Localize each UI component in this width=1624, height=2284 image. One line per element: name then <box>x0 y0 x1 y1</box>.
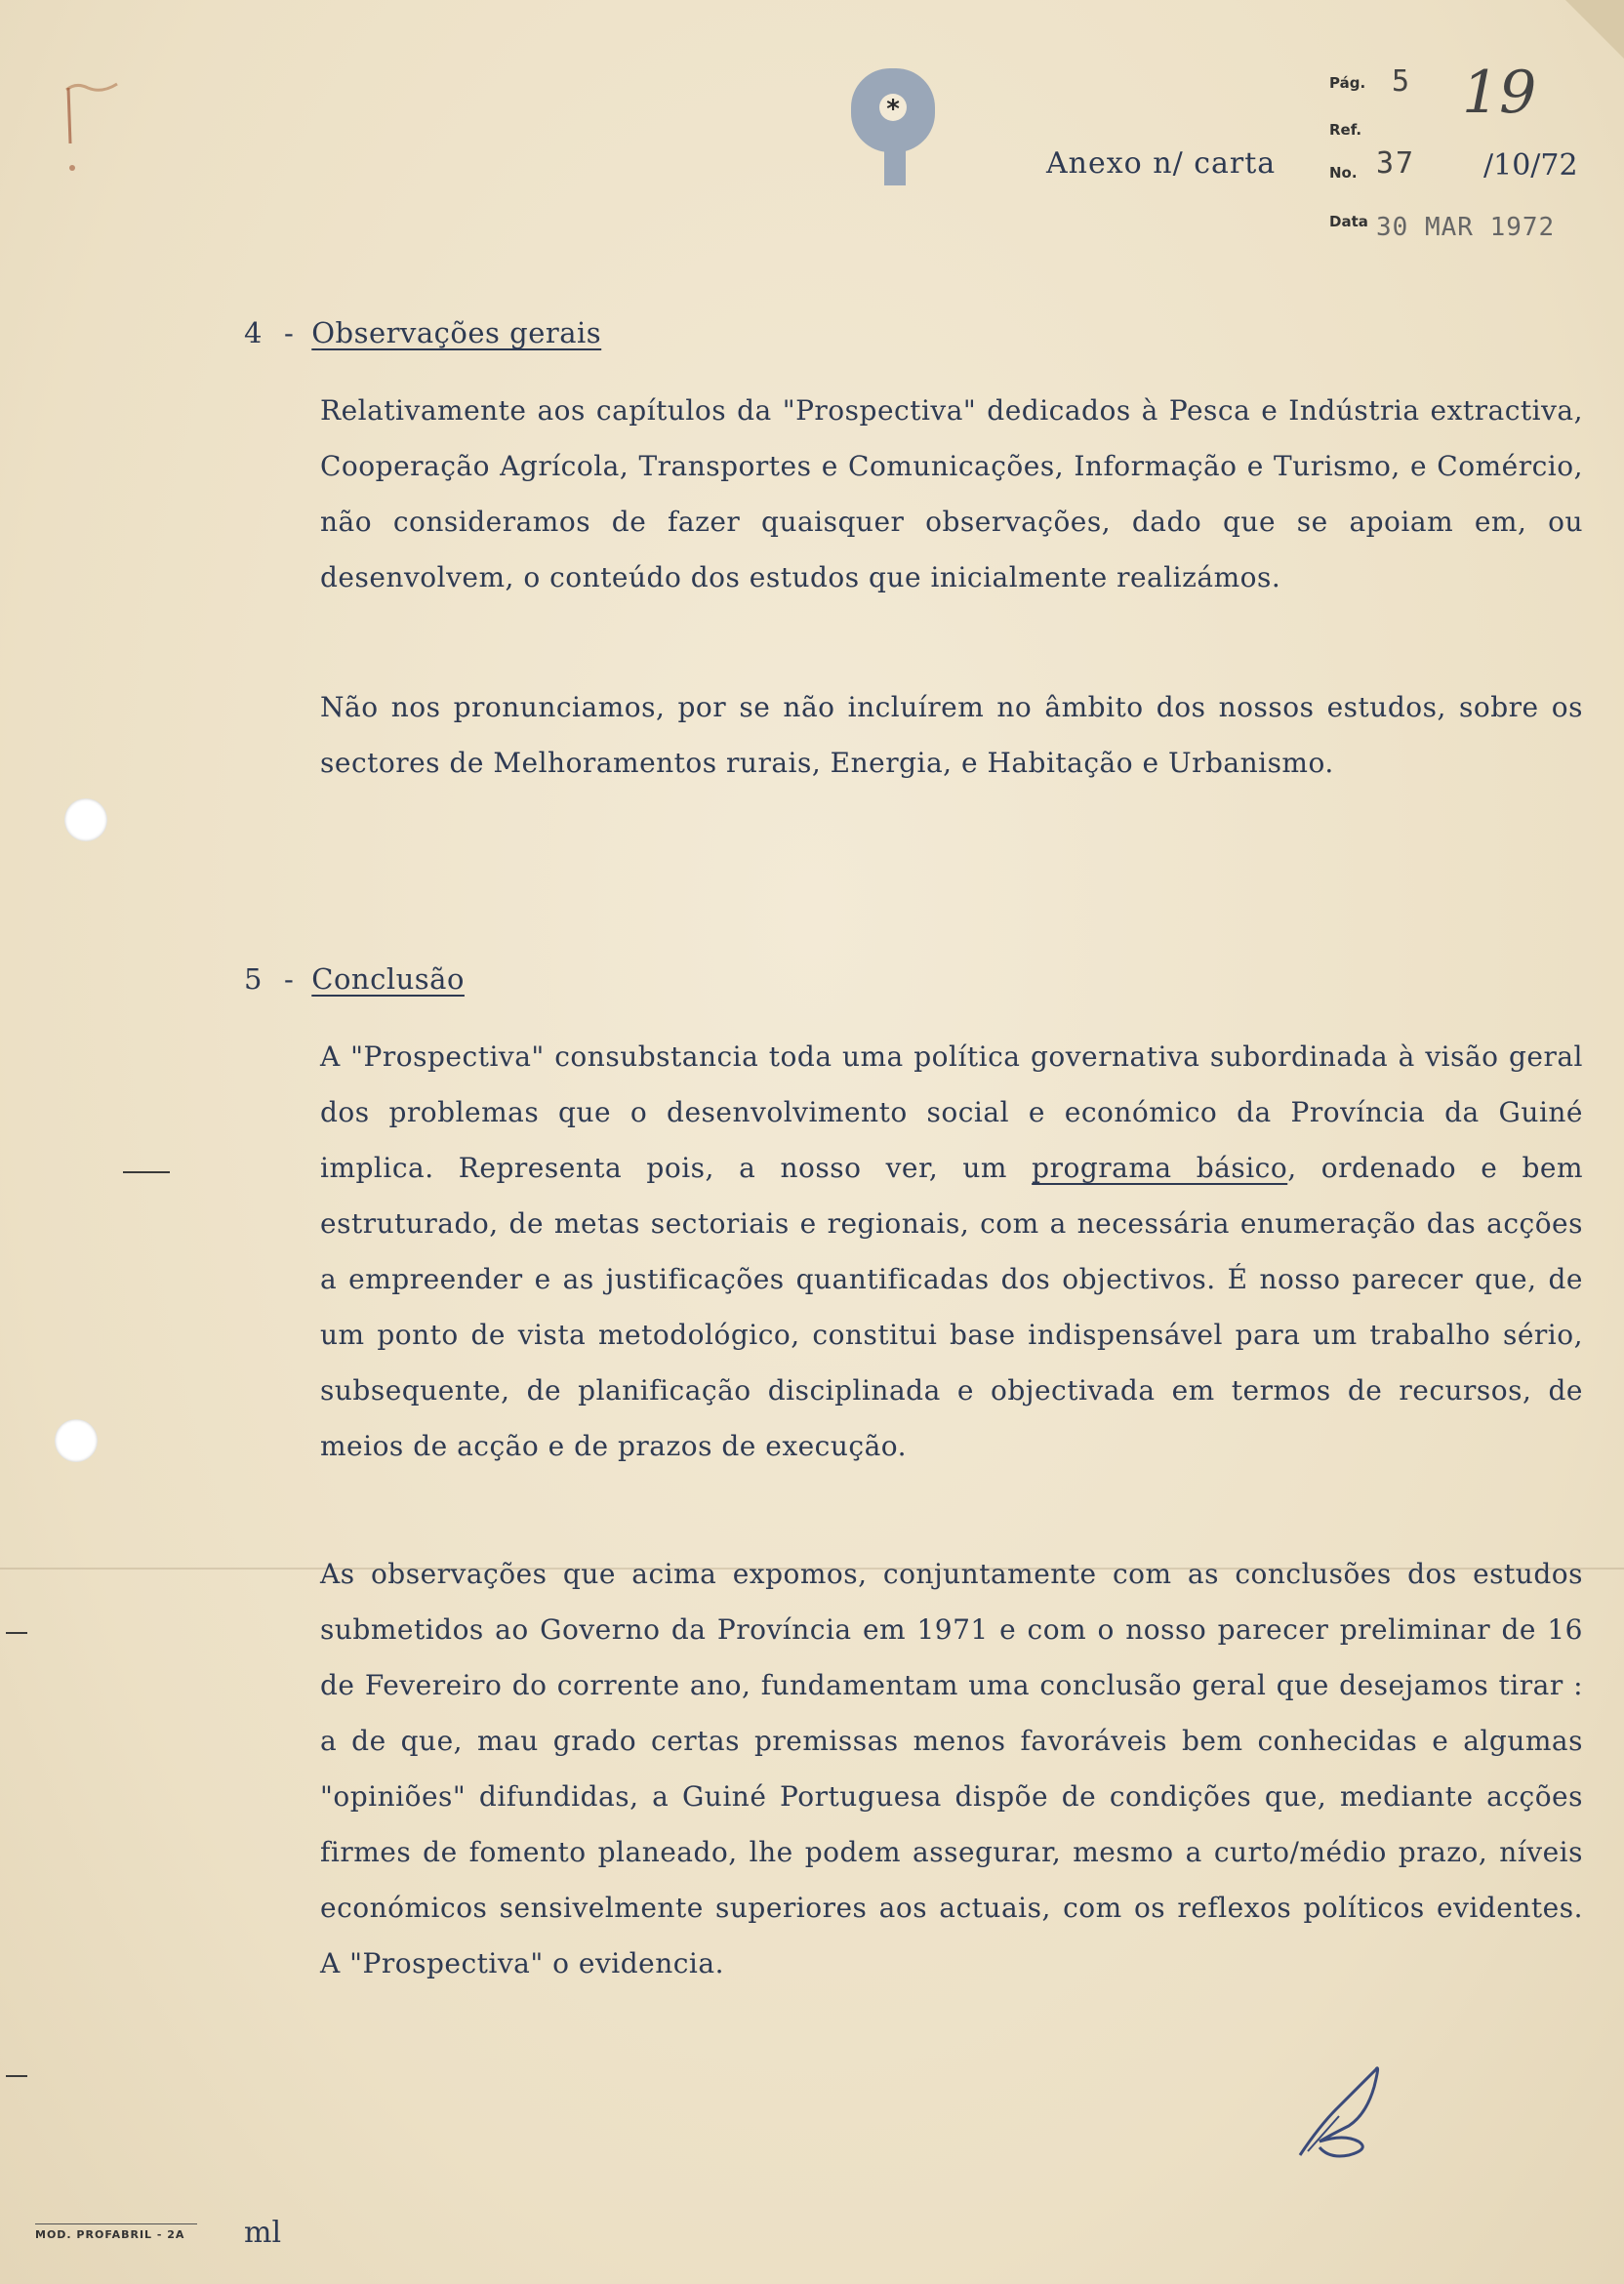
section-5-p1-before: A "Prospectiva" consubstancia toda uma política governativa subordinada à visão geral dos problemas que o desenvolvimento social e económico da Província da Guiné implica. Representa pois, a nosso ver, um <box>320 1040 1583 1184</box>
stamp-date: 30 MAR 1972 <box>1376 213 1556 242</box>
section-5-p1-underlined: programa básico <box>1032 1152 1288 1184</box>
section-4-paragraph-1: Relativamente aos capítulos da "Prospectiva" dedicados à Pesca e Indústria extractiva, Cooperação Agrícola, Transportes e Comunicações, Informação e Turismo, e Comércio, não consideramos de fazer quaisquer observações, dado que se apoiam em, ou desenvolvem, o conteúdo dos estudos que inicialmente realizámos. <box>320 394 1583 593</box>
svg-text:*: * <box>886 95 900 124</box>
section-5-paragraph-1 <box>320 1029 1583 1474</box>
annex-label: Anexo n/ carta <box>1046 146 1277 181</box>
ink-stain-mark <box>47 61 135 178</box>
ref-suffix: /10/72 <box>1483 148 1578 183</box>
typist-initials: ml <box>244 2216 282 2250</box>
section-4-title: Observações gerais <box>311 316 602 349</box>
ref-label: Ref. <box>1329 121 1362 139</box>
handwritten-page-number: 19 <box>1462 59 1537 127</box>
number-label: No. <box>1329 164 1358 182</box>
section-5-paragraph-2: As observações que acima expomos, conjuntamente com as conclusões dos estudos submetidos ao Governo da Província em 1971 e com o nosso parecer preliminar de 16 de Fevereiro do corrente ano, fundamentam uma conclusão geral que desejamos tirar : a de que, mau grado certas premissas menos favoráveis bem conhecidas e algumas "opiniões" difundidas, a Guiné Portuguesa dispõe de condições que, mediante acções firmes de fomento planeado, lhe podem assegurar, mesmo a curto/médio prazo, níveis económicos sensivelmente superiores aos actuais, com os reflexos políticos evidentes. A "Prospectiva" o evidencia. <box>320 1558 1583 1979</box>
corner-fold <box>1565 0 1624 59</box>
section-5-title: Conclusão <box>311 962 465 996</box>
punch-hole-upper <box>64 798 107 841</box>
company-logo <box>847 64 939 187</box>
ref-number: 37 <box>1376 146 1416 181</box>
section-5-number: 5 <box>244 962 263 996</box>
section-5-heading <box>244 962 465 996</box>
margin-tick-1 <box>123 1171 170 1173</box>
section-4-heading <box>244 316 601 349</box>
section-5-dash: - <box>283 962 295 996</box>
section-4-number: 4 <box>244 316 263 349</box>
section-5-p1-after: , ordenado e bem estruturado, de metas sectoriais e regionais, com a necessária enumeração das acções a empreender e as justificações quantificadas dos objectivos. É nosso parecer que, de um ponto de vista metodológico, constitui base indispensável para um trabalho sério, subsequente, de planificação disciplinada e objectivada em termos de recursos, de meios de acção e de prazos de execução. <box>320 1152 1584 1462</box>
page-label: Pág. <box>1329 74 1366 92</box>
section-4-dash: - <box>283 316 295 349</box>
punch-hole-lower <box>55 1419 98 1462</box>
section-4-paragraph-2: Não nos pronunciamos, por se não incluírem no âmbito dos nossos estudos, sobre os sectores de Melhoramentos rurais, Energia, e Habitação e Urbanismo. <box>320 691 1583 779</box>
handwritten-signature <box>1290 2058 1398 2165</box>
margin-tick-2 <box>6 1632 27 1634</box>
form-code: MOD. PROFABRIL - 2A <box>35 2223 197 2241</box>
page-number: 5 <box>1392 64 1410 99</box>
date-label: Data <box>1329 213 1368 230</box>
margin-tick-3 <box>6 2075 27 2077</box>
